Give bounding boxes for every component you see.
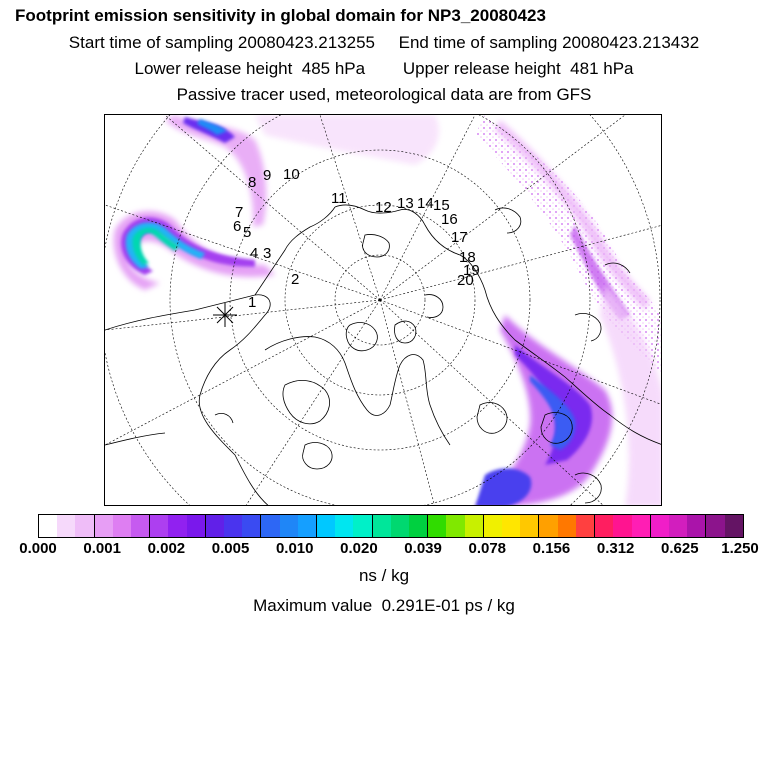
colorbar-segment (391, 515, 409, 537)
colorbar-segment (576, 515, 595, 537)
colorbar-segment (409, 515, 428, 537)
colorbar-segment (725, 515, 743, 537)
track-label-1: 1 (248, 294, 257, 311)
map-svg (105, 115, 662, 506)
colorbar-segment (187, 515, 206, 537)
maximum-value-label: Maximum value 0.291E-01 ps / kg (253, 596, 515, 615)
track-label-5: 5 (243, 224, 252, 241)
footprint-map (104, 114, 662, 506)
colorbar-segment (613, 515, 631, 537)
colorbar-tick-label: 0.000 (19, 540, 57, 557)
colorbar-segment (206, 515, 224, 537)
colorbar-segment (242, 515, 261, 537)
track-label-8: 8 (248, 174, 257, 191)
track-label-18: 18 (459, 249, 476, 266)
colorbar-segment (335, 515, 353, 537)
track-label-17: 17 (451, 229, 468, 246)
colorbar-segment (595, 515, 613, 537)
colorbar-tick-label: 0.010 (275, 540, 314, 557)
track-label-12: 12 (375, 199, 392, 216)
colorbar-tick-label: 0.156 (532, 540, 571, 557)
colorbar-segment (131, 515, 150, 537)
colorbar-segment (150, 515, 168, 537)
track-label-6: 6 (233, 218, 242, 235)
colorbar-segment (95, 515, 113, 537)
track-label-7: 7 (235, 204, 244, 221)
track-label-16: 16 (441, 211, 458, 228)
colorbar-segment (168, 515, 186, 537)
colorbar-tick-label: 0.020 (340, 540, 378, 557)
colorbar-segment (280, 515, 298, 537)
colorbar-tick-labels (0, 540, 768, 560)
track-label-3: 3 (263, 245, 272, 262)
colorbar-segment (558, 515, 576, 537)
colorbar-segment (651, 515, 669, 537)
colorbar-tick-label: 0.002 (147, 540, 186, 557)
track-label-13: 13 (397, 195, 414, 212)
colorbar-segment (428, 515, 446, 537)
sampling-time-line: Start time of sampling 20080423.213255 End time of sampling 20080423.213432 (68, 33, 700, 52)
track-label-4: 4 (250, 245, 259, 262)
colorbar-segment (373, 515, 391, 537)
track-label-11: 11 (331, 190, 347, 207)
colorbar-tick-label: 0.312 (596, 540, 635, 557)
colorbar-segment (224, 515, 242, 537)
track-label-2: 2 (291, 271, 300, 288)
colorbar-tick-label: 0.078 (468, 540, 507, 557)
colorbar-segment (75, 515, 94, 537)
track-label-19: 19 (463, 262, 480, 279)
colorbar-tick-label: 0.625 (661, 540, 699, 557)
colorbar (38, 514, 744, 538)
release-location-marker (213, 303, 237, 327)
colorbar-segment (298, 515, 317, 537)
colorbar-segment (484, 515, 502, 537)
release-height-line: Lower release height 485 hPa Upper release height 481 hPa (134, 59, 634, 78)
colorbar-segment (520, 515, 539, 537)
colorbar-segment (446, 515, 464, 537)
colorbar-segment (317, 515, 335, 537)
colorbar-tick-label: 0.039 (404, 540, 442, 557)
colorbar-tick-label: 0.001 (83, 540, 121, 557)
track-label-9: 9 (263, 167, 272, 184)
trajectory-labels (233, 166, 480, 311)
colorbar-segment (687, 515, 706, 537)
figure-title: Footprint emission sensitivity in global domain for NP3_20080423 (15, 6, 546, 25)
colorbar-unit: ns / kg (358, 566, 410, 585)
colorbar-segment (632, 515, 651, 537)
colorbar-segment (502, 515, 520, 537)
colorbar-segment (57, 515, 75, 537)
track-label-15: 15 (433, 197, 450, 214)
colorbar-segment (539, 515, 557, 537)
track-label-20: 20 (457, 272, 474, 289)
colorbar-segment (39, 515, 57, 537)
track-label-14: 14 (417, 195, 434, 212)
colorbar-tick-label: 1.250 (721, 540, 759, 557)
sensitivity-plumes (114, 115, 662, 506)
tracer-info-line: Passive tracer used, meteorological data are from GFS (176, 85, 592, 104)
colorbar-segment (465, 515, 484, 537)
colorbar-segment (261, 515, 279, 537)
colorbar-segment (669, 515, 687, 537)
colorbar-segment (113, 515, 131, 537)
track-label-10: 10 (283, 166, 300, 183)
colorbar-tick-label: 0.005 (211, 540, 250, 557)
colorbar-segment (353, 515, 372, 537)
colorbar-segment (706, 515, 724, 537)
